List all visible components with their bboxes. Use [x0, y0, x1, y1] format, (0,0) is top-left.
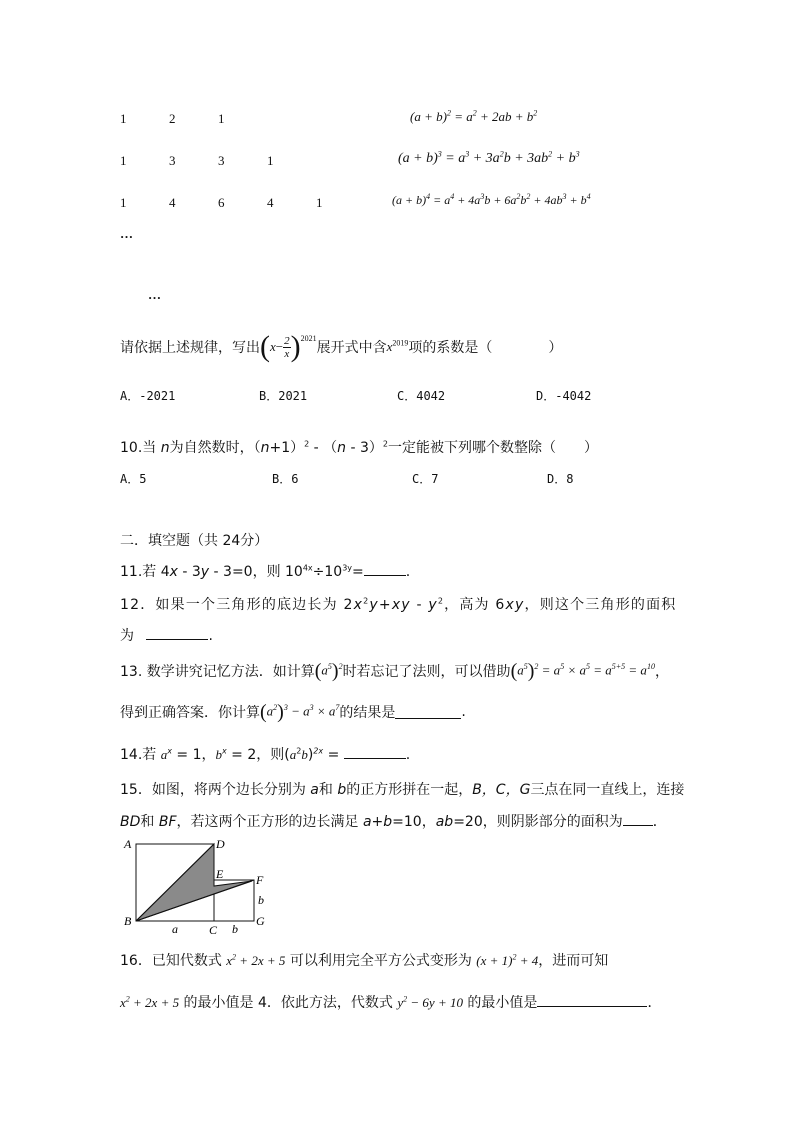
- label-e-point: E: [216, 867, 224, 881]
- ellipsis: …: [148, 287, 161, 302]
- q15-answer-blank[interactable]: [623, 813, 653, 826]
- q9-suffix: 展开式中含: [316, 340, 387, 356]
- q13-task-expr: $(a^2)^3 - a^3 \times a^7$: [260, 700, 340, 723]
- q15-figure: [120, 836, 280, 936]
- pascal-cell: 1: [316, 195, 323, 210]
- label-f-point: F: [256, 873, 264, 887]
- pascal-cell: 1: [120, 195, 127, 210]
- question-12-line-1: 12．如果一个三角形的底边长为 $2x^2y+xy - y^2$，高为 6xy，则这个三角形的面积: [120, 596, 677, 613]
- binomial-formula-4: $(a + b)^4 = a^4 + 4a^3b + 6a^2b^2 + 4ab^3 + b^4$: [392, 192, 591, 207]
- pascal-cell: 1: [120, 111, 127, 126]
- pascal-cell: 4: [169, 195, 176, 210]
- pascal-cell: 3: [169, 153, 176, 168]
- q9-binomial: ( x − $\frac{2}{x}$ ) 2021: [260, 330, 317, 363]
- q9-option-b[interactable]: B．2021: [259, 389, 308, 403]
- ellipsis: …: [120, 226, 133, 241]
- label-side-a: a: [172, 922, 178, 936]
- pascal-cell: 4: [267, 195, 274, 210]
- pascal-cell: 3: [218, 153, 225, 168]
- q16-answer-blank[interactable]: [537, 994, 647, 1007]
- label-b-point: B: [124, 914, 132, 928]
- label-g-point: G: [256, 914, 265, 928]
- question-15-line-2: BD和 BF，若这两个正方形的边长满足 a+b=10，ab=20，则阴影部分的面积为 ．: [120, 814, 667, 830]
- pascal-cell: 1: [120, 153, 127, 168]
- question-10: 10.当 n为自然数时，$(n+1)^2 - (n - 3)^2$一定能被下列哪个数整除（ ）: [120, 439, 598, 456]
- label-side-b-right: b: [258, 893, 264, 907]
- q9-answer-paren: 项的系数是（ ）: [408, 340, 563, 356]
- q9-option-a[interactable]: A．-2021: [120, 389, 176, 403]
- q14-answer-blank[interactable]: [344, 746, 406, 759]
- question-11: 11.若 4x - 3y - 3=0，则 $10^{4x}\div 10^{3y}=$ .: [120, 563, 411, 580]
- label-d-point: D: [216, 837, 225, 851]
- question-9: 请依据上述规律，写出 ( x − $\frac{2}{x}$ ) 2021 展开式中含 $x^{2019}$ 项的系数是（ ）: [120, 330, 563, 363]
- q10-option-d[interactable]: D．8: [547, 472, 574, 486]
- q11-answer-blank[interactable]: [364, 563, 406, 576]
- pascal-cell: 6: [218, 195, 225, 210]
- q9-option-c[interactable]: C．4042: [397, 389, 446, 403]
- pascal-cell: 1: [218, 111, 225, 126]
- pascal-cell: 2: [169, 111, 176, 126]
- label-c-point: C: [209, 923, 218, 936]
- q10-option-a[interactable]: A．5: [120, 472, 147, 486]
- q9-prefix: 请依据上述规律，写出: [120, 340, 260, 356]
- question-15-line-1: 15．如图，将两个边长分别为 a和 b的正方形拼在一起，B，C，G三点在同一直线上，连接: [120, 782, 685, 798]
- q10-option-c[interactable]: C．7: [412, 472, 439, 486]
- label-side-b-bottom: b: [232, 922, 238, 936]
- binomial-formula-2: $(a + b)^2 = a^2 + 2ab + b^2$: [410, 108, 538, 124]
- binomial-formula-3: $(a + b)^3 = a^3 + 3a^2b + 3ab^2 + b^3$: [398, 149, 580, 166]
- q10-option-b[interactable]: B．6: [272, 472, 299, 486]
- question-16-line-2: $x^2 + 2x + 5$ 的最小值是 4．依此方法，代数式 $y^2 - 6y + 10$ 的最小值是 ．: [120, 994, 662, 1011]
- q9-option-d[interactable]: D．-4042: [536, 389, 592, 403]
- question-14: 14.若 $a^x = 1$，$b^x = 2$，则$(a^2b)^{2x}$ = .: [120, 746, 411, 763]
- question-13-line-1: 13. 数学讲究记忆方法．如计算 $(a^5)^2$ 时若忘记了法则，可以借助 $(a^5)^2 = a^5 \times a^5 = a^{5+5} = a^{10}$ ，: [120, 659, 669, 682]
- pascal-cell: 1: [267, 153, 274, 168]
- q13-hint-expr: $(a^5)^2 = a^5 \times a^5 = a^{5+5} = a^{10}$: [510, 659, 655, 682]
- label-a-point: A: [124, 837, 132, 851]
- shaded-region: [136, 844, 252, 921]
- q12-answer-blank[interactable]: [146, 627, 208, 640]
- question-13-line-2: 得到正确答案．你计算 $(a^2)^3 - a^3 \times a^7$ 的结果是 .: [120, 700, 466, 723]
- question-16-line-1: 16．已知代数式 $x^2 + 2x + 5$ 可以利用完全平方公式变形为 $(x + 1)^2 + 4$，进而可知: [120, 952, 609, 969]
- q13-example-expr: $(a^5)^2$: [314, 659, 343, 682]
- question-12-line-2: 为 .: [120, 628, 213, 644]
- section-title: 二．填空题（共 24分）: [120, 533, 269, 549]
- q13-answer-blank[interactable]: [395, 706, 461, 719]
